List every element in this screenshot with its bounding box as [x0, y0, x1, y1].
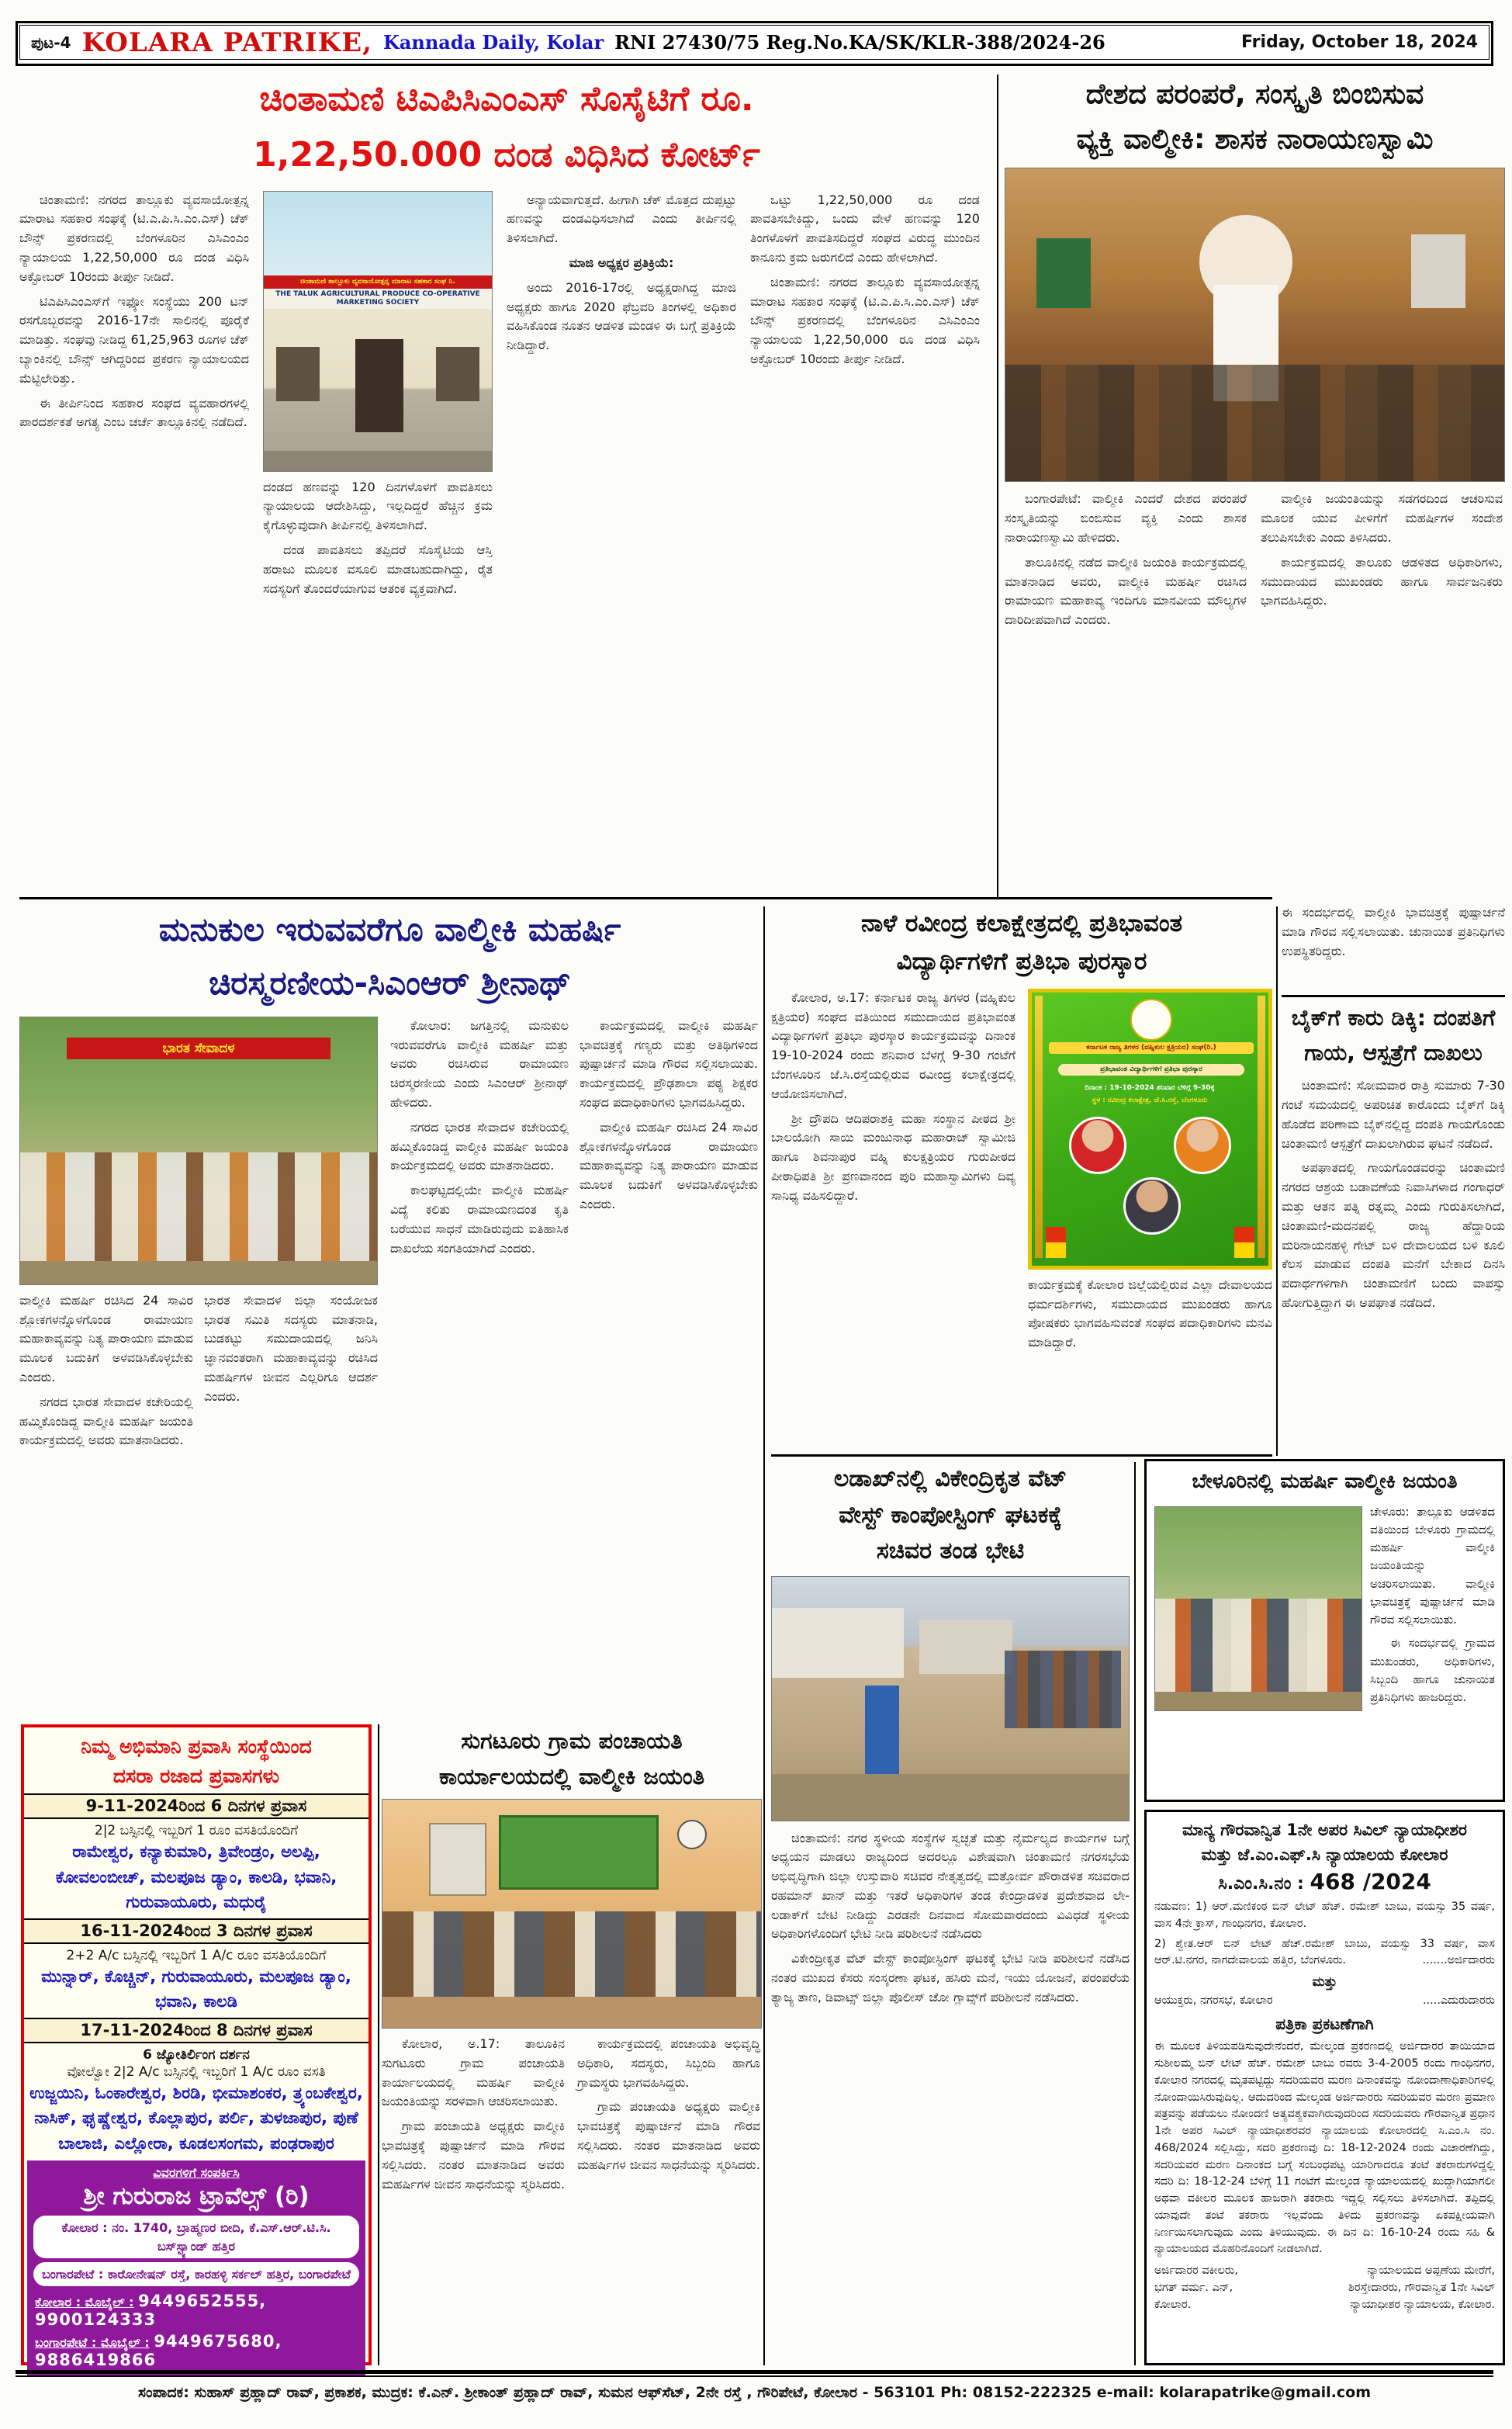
newspaper-subtitle: Kannada Daily, Kolar: [382, 31, 604, 54]
article-manukula-left-stack: [19, 1017, 378, 1700]
sugaturu-meeting-photo: [382, 1799, 762, 2029]
article-valmiki-col-2: ವಾಲ್ಮೀಕಿ ಜಯಂತಿಯನ್ನು ಸಡಗರದಿಂದ ಆಚರಿಸುವ ಮೂಲಕ ಯುವ ಪೀಳಿಗೆಗೆ ಮಹರ್ಷಿಗಳ ಸಂದೇಶ ತಲುಪಿಸಬೇಕು ಎಂದು ತಿಳಿಸಿದರು. ಕಾರ್ಯಕ್ರಮದಲ್ಲಿ ತಾಲೂಕು ಆಡಳಿತದ ಅಧಿಕಾರಿಗಳು, ಸಮುದಾಯದ ಮುಖಂಡರು ಹಾಗೂ ಸಾರ್ವಜನಿಕರು ಭಾಗವಹಿಸಿದ್ದರು.: [1261, 491, 1503, 608]
sig-left-2: ಭಗತ್ ವರ್ಮ. ಎನ್,: [1154, 2281, 1233, 2294]
meeting-people-row: [382, 1911, 761, 1997]
poster-subtitle: ಪ್ರತಿಭಾವಂತ ವಿದ್ಯಾರ್ಥಿಗಳಿಗೆ ಪ್ರತಿಭಾ ಪುರಸ್ಕಾರ: [1058, 1064, 1244, 1076]
beluru-people-row: [1155, 1599, 1361, 1692]
notice-respondent: [1154, 1993, 1495, 2010]
ad-trip3-note: 6 ಜ್ಯೋತಿರ್ಲಿಂಗ ದರ್ಶನ: [143, 2046, 250, 2063]
ad-address-kolar: ಕೋಲಾರ : ನಂ. 1740, ಬ್ರಾಹ್ಮಣರ ಬೀದಿ, ಕೆ.ಎಸ್.ಆರ್.ಟಿ.ಸಿ. ಬಸ್‌ಸ್ಟ್ಯಾಂಡ್ ಹತ್ತಿರ: [33, 2216, 359, 2257]
article-tapcms-col-4: ಒಟ್ಟು 1,22,50,000 ರೂ ದಂಡ ಪಾವತಿಸಬೇಕಿದ್ದು, ಒಂದು ವೇಳೆ ಹಣವನ್ನು 120 ತಿಂಗಳೊಳಗೆ ಪಾವತಿಸದಿದ್ದರೆ ಸಂಘದ ವಿರುದ್ಧ ಮುಂದಿನ ಕಾನೂನು ಕ್ರಮ ಜರುಗಲಿದೆ ಎಂದು ಹೇಳಲಾಗಿದೆ. ಚಿಂತಾಮಣಿ: ನಗರದ ತಾಲ್ಲೂಕು ವ್ಯವಸಾಯೋತ್ಪನ್ನ ಮಾರಾಟ ಸಹಕಾರ ಸಂಘಕ್ಕೆ (ಟಿ.ಎ.ಪಿ.ಸಿ.ಎಂ.ಎಸ್) ಚೆಕ್ ಬೌನ್ಸ್ ಪ್ರಕರಣದಲ್ಲಿ ಬೆಂಗಳೂರಿನ ಎಸಿಎಂಎಂ ನ್ಯಾಯಾಲಯ 1,22,50,000 ರೂ ದಂಡ ವಿಧಿಸಿ ಅಕ್ಟೋಬರ್ 10ರಂದು ತೀರ್ಪು ನೀಡಿದೆ.: [750, 192, 980, 366]
article-sugaturu: [382, 1724, 762, 2345]
sig-right-1: ನ್ಯಾಯಾಲಯದ ಅಪ್ಪಣೆಯ ಮೇರೆಗೆ,: [1367, 2264, 1495, 2277]
group-photo-banner: ಭಾರತ ಸೇವಾದಳ: [67, 1038, 330, 1059]
footer-rule-thick: [16, 2370, 1493, 2374]
article-pratibha-col-2: ಕರ್ನಾಟಕ ರಾಜ್ಯ ತಿಗಳರ (ವಹ್ನಿಕುಲ ಕ್ಷತ್ರಿಯರ) ಸಂಘ(ರಿ.) ಪ್ರತಿಭಾವಂತ ವಿದ್ಯಾರ್ಥಿಗಳಿಗೆ ಪ್ರತಿಭಾ ಪುರಸ್ಕಾರ ದಿನಾಂಕ : 19-10-2024 ಶನಿವಾರ ಬೆಳಿಗ್ಗೆ 9-30ಕ್ಕೆ ಸ್ಥಳ : ರವೀಂದ್ರ ಕಲಾಕ್ಷೇತ್ರ, ಜೆ.ಸಿ.ರಸ್ತೆ, ಬೆಂಗಳೂರು ಕಾರ್ಯಕ್ರಮಕ್ಕೆ ಕೋಲಾರ ಜಿಲ್ಲೆಯಲ್ಲಿರುವ ಎಲ್ಲಾ ದೇವಾಲಯದ ಧರ್ಮದರ್ಶಿಗಳು, ಸಮುದಾಯದ ಮುಖಂಡರು ಹಾಗೂ ಪೋಷಕರು ಭಾಗವಹಿಸುವಂತೆ ಸಂಘದ ಪದಾಧಿಕಾರಿಗಳು ಮನವಿ ಮಾಡಿದ್ದಾರೆ.: [1028, 989, 1272, 1454]
site-visitor-group: [1005, 1651, 1121, 1728]
poster-venue-line: ಸ್ಥಳ : ರವೀಂದ್ರ ಕಲಾಕ್ಷೇತ್ರ, ಜೆ.ಸಿ.ರಸ್ತೆ, ಬೆಂಗಳೂರು: [1092, 1096, 1208, 1104]
registration-number: RNI 27430/75 Reg.No.KA/SK/KLR-388/2024-26: [614, 31, 1105, 54]
article-tapcms-col-2: ಚಿಂತಾಮಣಿ ತಾಲ್ಲೂಕು ವ್ಯವಸಾಯೋತ್ಪನ್ನ ಮಾರಾಟ ಸಹಕಾರ ಸಂಘ ನಿ. THE TALUK AGRICULTURAL PRODUCE CO-OPERATIVE MARKETING SOCIETY ದಂಡದ ಹಣವನ್ನು 120 ದಿನಗಳೊಳಗೆ ಪಾವತಿಸಲು ನ್ಯಾಯಾಲಯ ಆದೇಶಿಸಿದ್ದು, ಇಲ್ಲದಿದ್ದರೆ ಹೆಚ್ಚಿನ ಕ್ರಮ ಕೈಗೊಳ್ಳುವುದಾಗಿ ತೀರ್ಪಿನಲ್ಲಿ ತಿಳಿಸಲಾಗಿದೆ. ದಂಡ ಪಾವತಿಸಲು ತಪ್ಪಿದರೆ ಸೊಸೈಟಿಯ ಆಸ್ತಿ ಹರಾಜು ಮೂಲಕ ವಸೂಲಿ ಮಾಡಬಹುದಾಗಿದ್ದು, ರೈತ ಸದಸ್ಯರಿಗೆ ತೊಂದರೆಯಾಗುವ ಆತಂಕ ವ್ಯಕ್ತವಾಗಿದೆ.: [263, 191, 493, 872]
photo-figure-green: [1036, 238, 1091, 308]
article-valmiki-headline-1: ದೇಶದ ಪರಂಪರೆ, ಸಂಸ್ಕೃತಿ ಬಿಂಬಿಸುವ: [1085, 78, 1424, 110]
article-pratibha-col-1: ಕೋಲಾರ, ಅ.17: ಕರ್ನಾಟಕ ರಾಜ್ಯ ತಿಗಳರ (ವಹ್ನಿಕುಲ ಕ್ಷತ್ರಿಯರ) ಸಂಘದ ವತಿಯಿಂದ ಸಮುದಾಯದ ಪ್ರತಿಭಾವಂತ ವಿದ್ಯಾರ್ಥಿಗಳಿಗೆ ಪ್ರತಿಭಾ ಪುರಸ್ಕಾರ ಕಾರ್ಯಕ್ರಮವನ್ನು ದಿನಾಂಕ 19-10-2024 ರಂದು ಶನಿವಾರ ಬೆಳಗ್ಗೆ 9-30 ಗಂಟೆಗೆ ಬೆಂಗಳೂರಿನ ಜೆ.ಸಿ.ರಸ್ತೆಯಲ್ಲಿರುವ ರವೀಂದ್ರ ಕಲಾಕ್ಷೇತ್ರದಲ್ಲಿ ಆಯೋಜಿಸಲಾಗಿದೆ. ಶ್ರೀ ದ್ರೌಪದಿ ಆದಿಪರಾಶಕ್ತಿ ಮಹಾ ಸಂಸ್ಥಾನ ಪೀಠದ ಶ್ರೀ ಬಾಲಯೋಗಿ ಸಾಯಿ ಮಂಜುನಾಥ ಮಹಾರಾಜ್ ಸ್ವಾಮೀಜಿ ಹಾಗೂ ಶಿವನಾಪುರ ವಹ್ನಿ ಕುಲಕ್ಷತ್ರಿಯರ ಗುರುಪೀಠದ ಪೀಠಾಧಿಪತಿ ಶ್ರೀ ಪ್ರಣವಾನಂದ ಪುರಿ ಮಹಾಸ್ವಾಮಿಗಳು ದಿವ್ಯ ಸಾನಿಧ್ಯ ವಹಿಸಲಿದ್ದಾರೆ.: [771, 989, 1015, 1203]
ad-phone-bangarpet-numbers: 9449675680, 9886419866: [35, 2331, 282, 2369]
valmiki-event-photo: [1005, 168, 1505, 482]
article-pratibha-headline-1: ನಾಳೆ ರವೀಂದ್ರ ಕಲಾಕ್ಷೇತ್ರದಲ್ಲಿ ಪ್ರತಿಭಾವಂತ: [860, 910, 1183, 937]
site-building-left: [772, 1608, 904, 1678]
poster-guest-photo-3: [1123, 1177, 1181, 1235]
article-tapcms-col-3: ಅನ್ಯಾಯವಾಗುತ್ತದೆ. ಹೀಗಾಗಿ ಚೆಕ್ ಮೊತ್ತದ ದುಪ್ಪಟ್ಟು ಹಣವನ್ನು ದಂಡವಿಧಿಸಲಾಗಿದೆ ಎಂದು ತೀರ್ಪಿನಲ್ಲಿ ತಿಳಿಸಲಾಗಿದೆ. ಮಾಜಿ ಅಧ್ಯಕ್ಷರ ಪ್ರತಿಕ್ರಿಯೆ: ಅಂದು 2016-17ರಲ್ಲಿ ಅಧ್ಯಕ್ಷರಾಗಿದ್ದ ಮಾಜಿ ಅಧ್ಯಕ್ಷರು ಹಾಗೂ 2020 ಫೆಬ್ರವರಿ ತಿಂಗಳಲ್ಲಿ ಅಧಿಕಾರ ವಹಿಸಿಕೊಂಡ ನೂತನ ಆಡಳಿತ ಮಂಡಳಿ ಈ ಬಗ್ಗೆ ಪ್ರತಿಕ್ರಿಯೆ ನೀಡಿದ್ದಾರೆ.: [507, 192, 736, 353]
building-banner-kannada-text: ಚಿಂತಾಮಣಿ ತಾಲ್ಲೂಕು ವ್ಯವಸಾಯೋತ್ಪನ್ನ ಮಾರಾಟ ಸಹಕಾರ ಸಂಘ ನಿ.: [264, 275, 492, 289]
notice-court-line-1: ಮಾನ್ಯ ಗೌರವಾನ್ವಿತ 1ನೇ ಅಪರ ಸಿವಿಲ್ ನ್ಯಾಯಾಧೀಶರ: [1182, 1821, 1468, 1839]
poster-date-line: ದಿನಾಂಕ : 19-10-2024 ಶನಿವಾರ ಬೆಳಿಗ್ಗೆ 9-30ಕ್ಕೆ: [1085, 1083, 1215, 1092]
notice-case-value: 468 /2024: [1310, 1869, 1431, 1894]
article-tapcms-subhead: ಮಾಜಿ ಅಧ್ಯಕ್ಷರ ಪ್ರತಿಕ್ರಿಯೆ:: [569, 255, 674, 270]
site-building-center: [919, 1620, 1012, 1674]
article-beluru-headline: ಬೇಳೂರಿನಲ್ಲಿ ಮಹರ್ಷಿ ವಾಲ್ಮೀಕಿ ಜಯಂತಿ: [1192, 1470, 1458, 1493]
site-ground: [772, 1774, 1129, 1821]
ad-trip1-destinations: ರಾಮೇಶ್ವರ, ಕನ್ಯಾಕುಮಾರಿ, ತ್ರಿವೇಂಡ್ರಂ, ಅಲಪ್ಪಿ, ಕೋವಲಂಬೀಚ್, ಮಲಪೂಜ ಡ್ಯಾಂ, ಕಾಲಡಿ, ಭವಾನಿ, ಗುರುವಾಯೂರು, ಮಧುರೈ: [55, 1842, 337, 1912]
notice-vs: ಮತ್ತು: [1312, 1974, 1337, 1990]
notice-signature-right: [1348, 2263, 1495, 2313]
sig-right-2: ಶಿರಸ್ತೇದಾರರು, ಗೌರವಾನ್ವಿತ 1ನೇ ಸಿವಿಲ್: [1348, 2281, 1495, 2294]
column-divider-4: [1134, 1462, 1136, 2365]
ad-trip2-date: 16-11-2024ರಿಂದ 3 ದಿನಗಳ ಪ್ರವಾಸ: [24, 1918, 368, 1944]
manukula-group-photo: [19, 1017, 378, 1285]
sig-right-3: ನ್ಯಾಯಾಧೀಶರ ನ್ಯಾಯಾಲಯ, ಕೋಲಾರ.: [1350, 2298, 1495, 2311]
article-sugaturu-headline-2: ಕಾರ್ಯಾಲಯದಲ್ಲಿ ವಾಲ್ಮೀಕಿ ಜಯಂತಿ: [438, 1763, 705, 1790]
article-bike: [1282, 1003, 1505, 1440]
notice-case-label: ಸಿ.ಎಂ.ಸಿ.ನಂ :: [1218, 1874, 1304, 1894]
article-pratibha-headline-2: ವಿದ್ಯಾರ್ಥಿಗಳಿಗೆ ಪ್ರತಿಭಾ ಪುರಸ್ಕಾರ: [896, 947, 1147, 975]
notice-heading: ಪತ್ರಿಕಾ ಪ್ರಕಟಣೆಗಾಗಿ: [1275, 2015, 1374, 2034]
poster-emblem: [1130, 999, 1172, 1041]
article-manukula-col-4: ಕಾರ್ಯಕ್ರಮದಲ್ಲಿ ವಾಲ್ಮೀಕಿ ಮಹರ್ಷಿ ಭಾವಚಿತ್ರಕ್ಕೆ ಗಣ್ಯರು ಮತ್ತು ಅತಿಥಿಗಳಿಂದ ಪುಷ್ಪಾರ್ಚನೆ ಮಾಡಿ ಗೌರವ ಸಲ್ಲಿಸಲಾಯಿತು. ಕಾರ್ಯಕ್ರಮದಲ್ಲಿ ಪ್ರೌಢಶಾಲಾ ಪಠ್ಯ ಶಿಕ್ಷಕರ ಸಂಘದ ಪದಾಧಿಕಾರಿಗಳು ಭಾಗವಹಿಸಿದ್ದರು. ವಾಲ್ಮೀಕಿ ಮಹರ್ಷಿ ರಚಿಸಿದ 24 ಸಾವಿರ ಶ್ಲೋಕಗಳನ್ನೊಳಗೊಂಡ ರಾಮಾಯಣ ಮಹಾಕಾವ್ಯವನ್ನು ನಿತ್ಯ ಪಾರಾಯಣ ಮಾಡುವ ಮೂಲಕ ಬದುಕಿಗೆ ಅಳವಡಿಸಿಕೊಳ್ಳಬೇಕು ಎಂದರು.: [580, 1017, 758, 1211]
ad-phone-bangarpet: [32, 2330, 361, 2371]
notice-petitioner-2: [1154, 1936, 1495, 1970]
article-sugaturu-col-1: ಕೋಲಾರ, ಅ.17: ತಾಲೂಕಿನ ಸುಗಟೂರು ಗ್ರಾಮ ಪಂಚಾಯತಿ ಕಾರ್ಯಾಲಯದಲ್ಲಿ ಮಹರ್ಷಿ ವಾಲ್ಮೀಕಿ ಜಯಂತಿಯನ್ನು ಸರಳವಾಗಿ ಆಚರಿಸಲಾಯಿತು. ಗ್ರಾಮ ಪಂಚಾಯತಿ ಅಧ್ಯಕ್ಷರು ವಾಲ್ಮೀಕಿ ಭಾವಚಿತ್ರಕ್ಕೆ ಪುಷ್ಪಾರ್ಚನೆ ಮಾಡಿ ಗೌರವ ಸಲ್ಲಿಸಿದರು. ನಂತರ ಮಾತನಾಡಿದ ಅವರು ಮಹರ್ಷಿಗಳ ಜೀವನ ಸಾಧನೆಯನ್ನು ಸ್ಮರಿಸಿದರು.: [382, 2036, 565, 2192]
masthead-inner: [19, 25, 1490, 60]
notice-respondents-label: .....ಎದುರುದಾರರು: [1422, 1994, 1495, 2007]
poster-pillar-left: [1035, 996, 1043, 1258]
travel-ad: [21, 1724, 372, 2369]
ad-trip1-note: 2|2 ಬಸ್ಸಿನಲ್ಲಿ ಇಬ್ಬರಿಗೆ 1 ರೂಂ ವಸತಿಯೊಂದಿಗೆ: [94, 1823, 299, 1838]
building-window-left: [276, 347, 320, 401]
ad-trip2-destinations: ಮುನ್ನಾರ್, ಕೊಚ್ಚಿನ್, ಗುರುವಾಯೂರು, ಮಲಪೂಜ ಡ್ಯಾಂ, ಭವಾನಿ, ಕಾಲಡಿ: [41, 1966, 351, 2011]
article-manukula: [19, 906, 760, 1700]
beluru-group-photo: [1154, 1506, 1362, 1711]
article-valmiki-headline-2: ವ್ಯಕ್ತಿ ವಾಲ್ಮೀಕಿ: ಶಾಸಕ ನಾರಾಯಣಸ್ವಾಮಿ: [1076, 123, 1434, 156]
ad-trip3-note2: ವೋಲ್ವೋ 2|2 A/c ಬಸ್ಸಿನಲ್ಲಿ ಇಬ್ಬರಿಗೆ 1 A/c ರೂಂ ವಸತಿ: [67, 2063, 326, 2080]
poster-organization-name: ಕರ್ನಾಟಕ ರಾಜ್ಯ ತಿಗಳರ (ವಹ್ನಿಕುಲ ಕ್ಷತ್ರಿಯರ) ಸಂಘ(ರಿ.): [1049, 1042, 1254, 1054]
tapcms-building-photo: [263, 191, 493, 472]
article-sugaturu-col-2: ಕಾರ್ಯಕ್ರಮದಲ್ಲಿ ಪಂಚಾಯತಿ ಅಭಿವೃದ್ಧಿ ಅಧಿಕಾರಿ, ಸದಸ್ಯರು, ಸಿಬ್ಬಂದಿ ಹಾಗೂ ಗ್ರಾಮಸ್ಥರು ಭಾಗವಹಿಸಿದ್ದರು. ಗ್ರಾಮ ಪಂಚಾಯತಿ ಅಧ್ಯಕ್ಷರು ವಾಲ್ಮೀಕಿ ಭಾವಚಿತ್ರಕ್ಕೆ ಪುಷ್ಪಾರ್ಚನೆ ಮಾಡಿ ಗೌರವ ಸಲ್ಲಿಸಿದರು. ನಂತರ ಮಾತನಾಡಿದ ಅವರು ಮಹರ್ಷಿಗಳ ಜೀವನ ಸಾಧನೆಯನ್ನು ಸ್ಮರಿಸಿದರು.: [577, 2036, 760, 2172]
poster-guest-photo-2: [1174, 1117, 1231, 1174]
poster-kannada-flag-left: [1046, 1227, 1066, 1258]
article-beluru-body: ಚೇಳೂರು: ತಾಲ್ಲೂಕು ಆಡಳಿತದ ವತಿಯಿಂದ ಬೇಳೂರು ಗ್ರಾಮದಲ್ಲಿ ಮಹರ್ಷಿ ವಾಲ್ಮೀಕಿ ಜಯಂತಿಯನ್ನು ಅಚರಿಸಲಾಯಿತು. ವಾಲ್ಮೀಕಿ ಭಾವಚಿತ್ರಕ್ಕೆ ಪುಷ್ಪಾರ್ಚನೆ ಮಾಡಿ ಗೌರವ ಸಲ್ಲಿಸಲಾಯಿತು. ಈ ಸಂದರ್ಭದಲ್ಲಿ ಗ್ರಾಮದ ಮುಖಂಡರು, ಅಧಿಕಾರಿಗಳು, ಸಿಬ್ಬಂದಿ ಹಾಗೂ ಚುನಾಯಿತ ಪ್ರತಿನಿಧಿಗಳು ಹಾಜರಿದ್ದರು.: [1370, 1504, 1495, 1705]
notice-petitioners-label: .......ಅರ್ಜಿದಾರರು: [1422, 1954, 1495, 1967]
ad-agency-name: ಶ್ರೀ ಗುರುರಾಜ ಟ್ರಾವೆಲ್ಸ್ (ರಿ): [83, 2182, 310, 2211]
ad-title-line-2: ದಸರಾ ರಜಾದ ಪ್ರವಾಸಗಳು: [112, 1764, 280, 1787]
notice-petitioner-2-text: 2) ಶ್ವೇತ.ಆರ್ ಬಿನ್ ಲೇಟ್ ಹೆಚ್.ರಮೇಶ್ ಬಾಬು, ವಯಸ್ಸು 33 ವರ್ಷ, ವಾಸ ಆರ್.ಟಿ.ನಗರ, ನಾಗದೇವಾಲಯ ಹತ್ತಿರ, ಬೆಂಗಳೂರು.: [1154, 1937, 1495, 1967]
article-bike-body: ಚಿಂತಾಮಣಿ: ಸೋಮವಾರ ರಾತ್ರಿ ಸುಮಾರು 7-30 ಗಂಟೆ ಸಮಯದಲ್ಲಿ ಅಪರಿಚಿತ ಕಾರೊಂದು ಬೈಕ್‌ಗೆ ಡಿಕ್ಕಿ ಹೊಡೆದ ಪರಿಣಾಮ ಬೈಕ್‌ನಲ್ಲಿದ್ದ ದಂಪತಿ ಗಾಯಗೊಂಡು ಚಿಂತಾಮಣಿ ಆಸ್ಪತ್ರೆಗೆ ದಾಖಲಾಗಿರುವ ಘಟನೆ ನಡೆದಿದೆ. ಅಪಘಾತದಲ್ಲಿ ಗಾಯಗೊಂಡವರನ್ನು ಚಿಂತಾಮಣಿ ನಗರದ ಆಶ್ರಯ ಬಡಾವಣೆಯ ನಿವಾಸಿಗಳಾದ ಗಂಗಾಧರ್ ಮತ್ತು ಆತನ ಪತ್ನಿ ರತ್ನಮ್ಮ ಎಂದು ಗುರುತಿಸಲಾಗಿದೆ, ಚಿಂತಾಮಣಿ-ಮದನಪಲ್ಲಿ ರಾಜ್ಯ ಹೆದ್ದಾರಿಯ ಮರಿನಾಯನಹಳ್ಳಿ ಗೇಟ್ ಬಳಿ ದೇವಾಲಯದ ಬಳಿ ಕೂಲಿ ಕೆಲಸ ಮಾಡುವ ದಂಪತಿ ಮನೆಗೆ ಬೇಕಾದ ದಿನಸಿ ಪದಾರ್ಥಗಳಿಗಾಗಿ ಚಿಂತಾಮಣಿಗೆ ಬಂದು ವಾಪಸ್ಸು ಹೋಗುತ್ತಿದ್ದಾಗ ಈ ಅಪಘಾತ ನಡೆದಿದೆ.: [1282, 1078, 1505, 1310]
article-valmiki-col-1: ಬಂಗಾರಪೇಟೆ: ವಾಲ್ಮೀಕಿ ಎಂದರೆ ದೇಶದ ಪರಂಪರೆ ಸಂಸ್ಕೃತಿಯನ್ನು ಬಿಂಬಿಸುವ ವ್ಯಕ್ತಿ ಎಂದು ಶಾಸಕ ನಾರಾಯಣಸ್ವಾಮಿ ಹೇಳಿದರು. ತಾಲೂಕಿನಲ್ಲಿ ನಡೆದ ವಾಲ್ಮೀಕಿ ಜಯಂತಿ ಕಾರ್ಯಕ್ರಮದಲ್ಲಿ ಮಾತನಾಡಿದ ಅವರು, ವಾಲ್ಮೀಕಿ ಮಹರ್ಷಿ ರಚಿಸಿದ ರಾಮಾಯಣ ಮಹಾಕಾವ್ಯ ಇಂದಿಗೂ ಮಾನವೀಯ ಮೌಲ್ಯಗಳ ದಾರಿದೀಪವಾಗಿದೆ ಎಂದರು.: [1005, 491, 1247, 628]
meeting-wall-clock: [677, 1820, 707, 1849]
column-divider-1: [997, 74, 998, 897]
notice-signature-left: [1154, 2263, 1238, 2313]
article-sugaturu-headline-1: ಸುಗಟೂರು ಗ್ರಾಮ ಪಂಚಾಯತಿ: [461, 1727, 683, 1754]
poster-guest-photo-1: [1069, 1117, 1126, 1174]
ad-phone-kolar-label: ಕೋಲಾರ : ಮೊಬೈಲ್ :: [35, 2294, 134, 2309]
beluru-ground: [1155, 1692, 1361, 1710]
court-notice-box: [1144, 1810, 1505, 2365]
building-forecourt: [264, 451, 492, 471]
photo-figure-right: [1411, 234, 1465, 308]
meeting-banner-green: [499, 1815, 659, 1890]
notice-case-number: [1154, 1869, 1495, 1894]
column-divider-2: [763, 906, 765, 2365]
ad-trip1-date: 9-11-2024ರಿಂದ 6 ದಿನಗಳ ಪ್ರವಾಸ: [24, 1793, 368, 1819]
article-ladakh-headline-1: ಲಡಾಖ್‌ನಲ್ಲಿ ವಿಕೇಂದ್ರಿಕೃತ ವೆಟ್: [833, 1465, 1067, 1492]
group-photo-people-row: [20, 1152, 377, 1261]
article-manukula-col-1: ವಾಲ್ಮೀಕಿ ಮಹರ್ಷಿ ರಚಿಸಿದ 24 ಸಾವಿರ ಶ್ಲೋಕಗಳನ್ನೊಳಗೊಂಡ ರಾಮಾಯಣ ಮಹಾಕಾವ್ಯವನ್ನು ನಿತ್ಯ ಪಾರಾಯಣ ಮಾಡುವ ಮೂಲಕ ಬದುಕಿಗೆ ಅಳವಡಿಸಿಕೊಳ್ಳಬೇಕು ಎಂದರು. ನಗರದ ಭಾರತ ಸೇವಾದಳ ಕಚೇರಿಯಲ್ಲಿ ಹಮ್ಮಿಕೊಂಡಿದ್ದ ವಾಲ್ಮೀಕಿ ಮಹರ್ಷಿ ಜಯಂತಿ ಕಾರ್ಯಕ್ರಮದಲ್ಲಿ ಅವರು ಮಾತನಾಡಿದರು.: [19, 1292, 193, 1448]
site-figure-blue: [865, 1686, 899, 1779]
poster-pillar-right: [1258, 996, 1265, 1258]
ad-trip2-note: 2+2 A/c ಬಸ್ಸಿನಲ್ಲಿ ಇಬ್ಬರಿಗೆ 1 A/c ರೂಂ ವಸತಿಯೊಂದಿಗೆ: [66, 1947, 327, 1963]
section-rule-1: [19, 897, 1272, 899]
ad-phone-bangarpet-label: ಬಂಗಾರಪೇಟೆ : ಮೊಬೈಲ್ :: [35, 2334, 150, 2350]
column-divider-5: [378, 1724, 379, 2365]
meeting-floor: [382, 1997, 761, 2028]
article-ladakh-body: ಚಿಂತಾಮಣಿ: ನಗರ ಸ್ಥಳೀಯ ಸಂಸ್ಥೆಗಳ ಸ್ವಚ್ಛತೆ ಮತ್ತು ನೈರ್ಮಲ್ಯದ ಕಾರ್ಯಗಳ ಬಗ್ಗೆ ಅಧ್ಯಯನ ಮಾಡಲು ರಾಜ್ಯದಿಂದ ಅದರಲ್ಲೂ ವಿಶೇಷವಾಗಿ ಚಿಂತಾಮಣಿ ನಗರಸಭೆಯ ಅಭಿವೃದ್ಧಿಗಾಗಿ ಜಿಲ್ಲಾ ಉಸ್ತುವಾರಿ ಸಚಿವರ ನೇತೃತ್ವದಲ್ಲಿ ಮತ್ತೋರ್ವ ಪೌರಾಡಳಿತ ಸಚಿವರಾದ ರಹಮಾನ್ ಖಾನ್ ಮತ್ತು ಇತರೆ ಅಧಿಕಾರಿಗಳ ತಂಡ ಕೇಂದ್ರಾಡಳಿತ ಪ್ರದೇಶವಾದ ಲೇ-ಲಡಾಕ್‌ಗೆ ಬೇಟಿ ನೀಡಿದ್ದು ಎರಡನೇ ದಿನವಾದ ಸೋಮವಾರದಂದು ವಿವಿಧಡೆ ಸ್ಥಳೀಯ ಅಧಿಕಾರಿಗಳೊಂದಿಗೆ ಭೇಟಿ ನೀಡಿ ಪರಿಶೀಲನೆ ನಡೆಸಿದರು ವಿಕೇಂದ್ರೀಕೃತ ವೆಟ್ ವೇಸ್ಟ್ ಕಾಂಪೋಸ್ಟಿಂಗ್ ಘಟಕಕ್ಕೆ ಭೇಟಿ ನೀಡಿ ಪರಿಶೀಲನೆ ನಡೆಸಿದ ನಂತರ ಮುಖದ ಕೆಸರು ಸಂಸ್ಕರಣಾ ಘಟಕ, ಹಸಿರು ಮನೆ, ಇಯು ಯೋಜನೆ, ಪರಂಪರೆಯ ತ್ಯಾಜ್ಯ ತಾಣ, ಡಿವಾಟ್ಸ್ ಜಿಲ್ಲಾ ಪೊಲೀಸ್ ಚೋ ಗ್ಲಾವ್ಸ್‌ಗೆ ಪರಿಶೀಲನೆ ನಡೆಸಿದರು.: [771, 1830, 1130, 2005]
footer-rule-thin: [16, 2375, 1493, 2377]
article-tapcms: [19, 74, 994, 872]
meeting-window: [429, 1823, 486, 1896]
ad-address-bangarpet: ಬಂಗಾರಪೇಟೆ : ಕಾರೋನೇಷನ್ ರಸ್ತೆ, ಕಾರಹಳ್ಳಿ ಸರ್ಕಲ್ ಹತ್ತಿರ, ಬಂಗಾರಪೇಟೆ: [33, 2262, 359, 2286]
section-rule-3: [771, 1454, 1272, 1457]
article-valmiki-continuation: ಈ ಸಂದರ್ಭದಲ್ಲಿ ವಾಲ್ಮೀಕಿ ಭಾವಚಿತ್ರಕ್ಕೆ ಪುಷ್ಪಾರ್ಚನೆ ಮಾಡಿ ಗೌರವ ಸಲ್ಲಿಸಲಾಯಿತು. ಚುನಾಯಿತ ಪ್ರತಿನಿಧಿಗಳು ಉಪಸ್ಥಿತರಿದ್ದರು.: [1282, 905, 1505, 958]
masthead: [16, 21, 1493, 66]
article-tapcms-headline-1: ಚಿಂತಾಮಣಿ ಟಿಎಪಿಸಿಎಂಎಸ್ ಸೊಸೈಟಿಗೆ ರೂ.: [259, 79, 754, 119]
building-doorway: [355, 339, 403, 432]
article-ladakh: [771, 1462, 1130, 2341]
notice-body: ಈ ಮೂಲಕ ತಿಳಿಯಪಡಿಸುವುದೇನೆಂದರೆ, ಮೇಲ್ಕಂಡ ಪ್ರಕರಣದಲ್ಲಿ ಅರ್ಜಿದಾರರ ತಾಯಿಯಾದ ಸುಶೀಲಮ್ಮ ಬಿನ್ ಲೇಟ್ ಹೆಚ್. ರಮೇಶ್ ಬಾಬು ರವರು 3-4-2005 ರಂದು ಗಾಂಧಿನಗರ, ಕೋಲಾರ ನಗರದಲ್ಲಿ ಮೃತಪಟ್ಟಿದ್ದು ಸದರಿಯವರ ಮರಣ ದಿನಾಂಕವನ್ನು ನೋಂದಾಣಾಧಿಕಾರಿಗಳಲ್ಲಿ ನೋಂದಾಯಿಸಿರುವುದಿಲ್ಲ. ಆದುದರಿಂದ ಮೇಲ್ಕಂಡ ಅರ್ಜಿದಾರರು ಸದರಿಯವರ ಮರಣ ಪ್ರಮಾಣ ಪತ್ರವನ್ನು ಪಡೆಯಲು ನೋಂದಣಿ ಅತ್ಯವಶ್ಯಕವಾಗಿರುವುದರಿಂದ ಸದರಿಯವರು ಗೌರವಾನ್ವಿತ ಪ್ರಧಾನ 1ನೇ ಅಪರ ಸಿವಿಲ್ ನ್ಯಾಯಾಧೀಶರವರ ನ್ಯಾಯಾಲಯ ಕೋಲಾರದಲ್ಲಿ ಸಿ.ಎಂ.ಸಿ ನಂ. 468/2024 ಸಲ್ಲಿಸಿದ್ದು, ಸದರಿ ಪ್ರಕರಣವು ದಿ: 18-12-2024 ರಂದು ವಿಚಾರಣೆಗಿದ್ದು, ಸದರಿಯವರ ಮರಣ ದಿನಾಂಕದ ಬಗ್ಗೆ ಸಂಬಂಧಪಟ್ಟ ಯಾರಿಗಾದರೂ ತಂಟೆ ತಕರಾರುಗಳಿದ್ದಲ್ಲಿ ಸದರಿ ದಿ: 18-12-24 ಬೆಳಿಗ್ಗೆ 11 ಗಂಟೆಗೆ ಮೇಲ್ಕಂಡ ನ್ಯಾಯಾಲಯದಲ್ಲಿ ಖುದ್ದಾಗಿಯಾಗಲೀ ಅಥವಾ ವಕೀಲರ ಮೂಲಕ ಹಾಜರಾಗಿ ತಕರಾರು ಇದ್ದಲ್ಲಿ ಸಲ್ಲಿಸಲು ತಿಳಿಸಲಾಗಿದೆ. ತಪ್ಪಿದಲ್ಲಿ ಯಾವುದೇ ತಂಟೆ ತಕರಾರು ಇಲ್ಲವೆಂದು ತಿಳಿದು ಪ್ರಕರಣವನ್ನು ಏಕಪಕ್ಷೀಯವಾಗಿ ನಿರ್ಣಯಿಸಲಾಗುವುದು ಎಂದು ತಿಳಿಯುವುದು. ಈ ದಿನ ದಿ: 16-10-24 ರಂದು ಸಹಿ & ನ್ಯಾಯಾಲಯದ ಮೊಹರಿನೊಂದಿಗೆ ನೀಡಲಾಗಿದೆ.: [1154, 2040, 1495, 2256]
article-manukula-headline-1: ಮನುಕುಲ ಇರುವವರೆಗೂ ವಾಲ್ಮೀಕಿ ಮಹರ್ಷಿ: [158, 910, 621, 948]
article-manukula-col-3: ಕೋಲಾರ: ಜಗತ್ತಿನಲ್ಲಿ ಮನುಕುಲ ಇರುವವರೆಗೂ ವಾಲ್ಮೀಕಿ ಮಹರ್ಷಿ ಮತ್ತು ಅವರು ರಚಿಸಿರುವ ರಾಮಾಯಣ ಚಿರಸ್ಮರಣೀಯ ಎಂದು ಸಿಎಂಆರ್ ಶ್ರೀನಾಥ್ ಹೇಳಿದರು. ನಗರದ ಭಾರತ ಸೇವಾದಳ ಕಚೇರಿಯಲ್ಲಿ ಹಮ್ಮಿಕೊಂಡಿದ್ದ ವಾಲ್ಮೀಕಿ ಮಹರ್ಷಿ ಜಯಂತಿ ಕಾರ್ಯಕ್ರಮದಲ್ಲಿ ಅವರು ಮಾತನಾಡಿದರು. ಕಾಲಘಟ್ಟದಲ್ಲಿಯೇ ವಾಲ್ಮೀಕಿ ಮಹರ್ಷಿ ವಿದ್ಯೆ ಕಲಿತು ರಾಮಾಯಣದಂತ ಕೃತಿ ಬರೆಯುವ ಸಾಧನೆ ಮಾಡಿರುವುದು ಐತಿಹಾಸಿಕ ದಾಖಲೆಯ ಸಂಗತಿಯಾಗಿದೆ ಎಂದರು.: [390, 1017, 569, 1256]
article-tapcms-headline-2: 1,22,50.000 ದಂಡ ವಿಧಿಸಿದ ಕೋರ್ಟ್: [253, 134, 760, 175]
article-pratibha: [771, 906, 1272, 1454]
building-banner-english-text: THE TALUK AGRICULTURAL PRODUCE CO-OPERATIVE MARKETING SOCIETY: [264, 289, 492, 310]
ad-trip3-destinations: ಉಜ್ಜಯಿನಿ, ಓಂಕಾರೇಶ್ವರ, ಶಿರಡಿ, ಭೀಮಾಶಂಕರ, ತ್ರ್ಯಂಬಕೇಶ್ವರ, ನಾಸಿಕ್, ಘೃಷ್ಣೇಶ್ವರ, ಕೊಲ್ಲಾಪುರ, ಪರ್ಲಿ, ತುಳಜಾಪುರ, ಪುಣೆ ಬಾಲಾಜಿ, ಎಲ್ಲೋರಾ, ಕೂಡಲಸಂಗಮ, ಪಂಢರಾಪುರ: [29, 2083, 363, 2153]
article-manukula-headline-2: ಚಿರಸ್ಮರಣೀಯ-ಸಿಎಂಆರ್ ಶ್ರೀನಾಥ್: [209, 963, 571, 1002]
sig-left-1: ಅರ್ಜಿದಾರರ ವಕೀಲರು,: [1154, 2264, 1238, 2277]
group-photo-ground: [20, 1261, 377, 1284]
newspaper-title: KOLARA PATRIKE,: [81, 26, 372, 58]
building-banner: [264, 275, 492, 310]
ad-phone-kolar-numbers: 9449652555, 9900124333: [35, 2291, 267, 2329]
article-manukula-right-stack: [390, 1017, 758, 1700]
article-bike-headline-2: ಗಾಯ, ಆಸ್ಪತ್ರೆಗೆ ದಾಖಲು: [1304, 1039, 1483, 1066]
article-ladakh-headline-2: ವೇಸ್ಟ್ ಕಾಂಪೋಸ್ಟಿಂಗ್ ಘಟಕಕ್ಕೆ: [839, 1501, 1062, 1529]
article-beluru-box: [1144, 1459, 1505, 1802]
article-ladakh-headline-3: ಸಚಿವರ ತಂಡ ಭೇಟಿ: [876, 1537, 1025, 1564]
ad-title-line-1: ನಿಮ್ಮ ಅಭಿಮಾನಿ ಪ್ರವಾಸಿ ಸಂಸ್ಥೆಯಿಂದ: [81, 1735, 312, 1758]
imprint-line: ಸಂಪಾದಕ: ಸುಹಾಸ್ ಪ್ರಹ್ಲಾದ್ ರಾವ್, ಪ್ರಕಾಶಕ, ಮುದ್ರಕ: ಕೆ.ಎನ್. ಶ್ರೀಕಾಂತ್ ಪ್ರಹ್ಲಾದ್ ರಾವ್, ಸುಮನ ಆಫ್‌ಸೆಟ್, 2ನೇ ರಸ್ತೆ , ಗೌರಿಪೇಟೆ, ಕೋಲಾರ - 563101 Ph: 08152-222325 e-mail: kolarapatrike@gmail.com: [137, 2384, 1372, 2401]
photo-audience-row: [1005, 365, 1504, 481]
column-divider-3: [1276, 906, 1278, 1456]
article-manukula-col-2: ಭಾರತ ಸೇವಾದಳ ಜಿಲ್ಲಾ ಸಂಯೋಜಕ ಭಾರತ ಸಮಿತಿ ಸದಸ್ಯರು ಮಾತನಾಡಿ, ಬುಡಕಟ್ಟು ಸಮುದಾಯದಲ್ಲಿ ಜನಿಸಿ ಜ್ಞಾನವಂತರಾಗಿ ಮಹಾಕಾವ್ಯವನ್ನು ರಚಿಸಿದ ಮಹರ್ಷಿಗಳ ಜೀವನ ಎಲ್ಲರಿಗೂ ಆದರ್ಶ ಎಂದರು.: [204, 1292, 378, 1404]
article-bike-headline-1: ಬೈಕ್‌ಗೆ ಕಾರು ಡಿಕ್ಕಿ: ದಂಪತಿಗೆ: [1291, 1005, 1496, 1031]
building-window-right: [436, 347, 479, 401]
notice-court-line-2: ಮತ್ತು ಜೆ.ಎಂ.ಎಫ್.ಸಿ ನ್ಯಾಯಾಲಯ ಕೋಲಾರ: [1201, 1845, 1448, 1864]
article-valmiki-mla: [1005, 74, 1505, 874]
notice-petitioner-1: ನಡುವಣ: 1) ಆರ್.ಮಣಿಕಂಠ ಬಿನ್ ಲೇಟ್ ಹೆಚ್. ರಮೇಶ್ ಬಾಬು, ವಯಸ್ಸು 35 ವರ್ಷ, ವಾಸ 4ನೇ ಕ್ರಾಸ್, ಗಾಂಧಿನಗರ, ಕೋಲಾರ.: [1154, 1901, 1495, 1930]
pratibha-event-poster: [1028, 989, 1272, 1270]
ad-contact-heading: ವಿವರಗಳಿಗೆ ಸಂಪರ್ಕಿಸಿ: [153, 2165, 240, 2181]
sig-left-3: ಕೋಲಾರ.: [1154, 2298, 1192, 2311]
page-number-label: ಪುಟ-4: [31, 33, 71, 52]
ad-phone-kolar: [32, 2290, 361, 2330]
issue-date: Friday, October 18, 2024: [1241, 33, 1478, 52]
ad-trip3-date: 17-11-2024ರಿಂದ 8 ದಿನಗಳ ಪ್ರವಾಸ: [24, 2018, 368, 2043]
article-tapcms-col-1: ಚಿಂತಾಮಣಿ: ನಗರದ ತಾಲ್ಲೂಕು ವ್ಯವಸಾಯೋತ್ಪನ್ನ ಮಾರಾಟ ಸಹಕಾರ ಸಂಘಕ್ಕೆ (ಟಿ.ಎ.ಪಿ.ಸಿ.ಎಂ.ಎಸ್) ಚೆಕ್ ಬೌನ್ಸ್ ಪ್ರಕರಣದಲ್ಲಿ ಬೆಂಗಳೂರಿನ ಎಸಿಎಂಎಂ ನ್ಯಾಯಾಲಯ 1,22,50,000 ರೂ ದಂಡ ವಿಧಿಸಿ ಅಕ್ಟೋಬರ್ 10ರಂದು ತೀರ್ಪು ನೀಡಿದೆ. ಟಿಎಪಿಸಿಎಂಎಸ್‌ಗೆ ಇಫ್ಕೋ ಸಂಸ್ಥೆಯು 200 ಟನ್ ರಸಗೊಬ್ಬರವನ್ನು 2016-17ನೇ ಸಾಲಿನಲ್ಲಿ ಪೂರೈಕೆ ಮಾಡಿತ್ತು. ಸಂಘವು ನೀಡಿದ್ದ 61,25,963 ರೂಗಳ ಚೆಕ್ ಬ್ಯಾಂಕಿನಲ್ಲಿ ಬೌನ್ಸ್ ಆಗಿದ್ದರಿಂದ ಪ್ರಕರಣ ನ್ಯಾಯಾಲಯದ ಮೆಟ್ಟಿಲೇರಿತ್ತು. ಈ ತೀರ್ಪಿನಿಂದ ಸಹಕಾರ ಸಂಘದ ವ್ಯವಹಾರಗಳಲ್ಲಿ ಪಾರದರ್ಶಕತೆ ಅಗತ್ಯ ಎಂಬ ಚರ್ಚೆ ತಾಲ್ಲೂಕಿನಲ್ಲಿ ನಡೆದಿದೆ.: [19, 192, 249, 430]
poster-kannada-flag-right: [1234, 1227, 1254, 1258]
section-rule-2: [1282, 995, 1505, 997]
ad-contact-panel: [27, 2160, 365, 2377]
notice-respondent-text: ಆಯುಕ್ತರು, ನಗರಸಭೆ, ಕೋಲಾರ: [1154, 1994, 1273, 2007]
notice-signatures: [1154, 2263, 1495, 2313]
ladakh-site-photo: [771, 1576, 1130, 1821]
